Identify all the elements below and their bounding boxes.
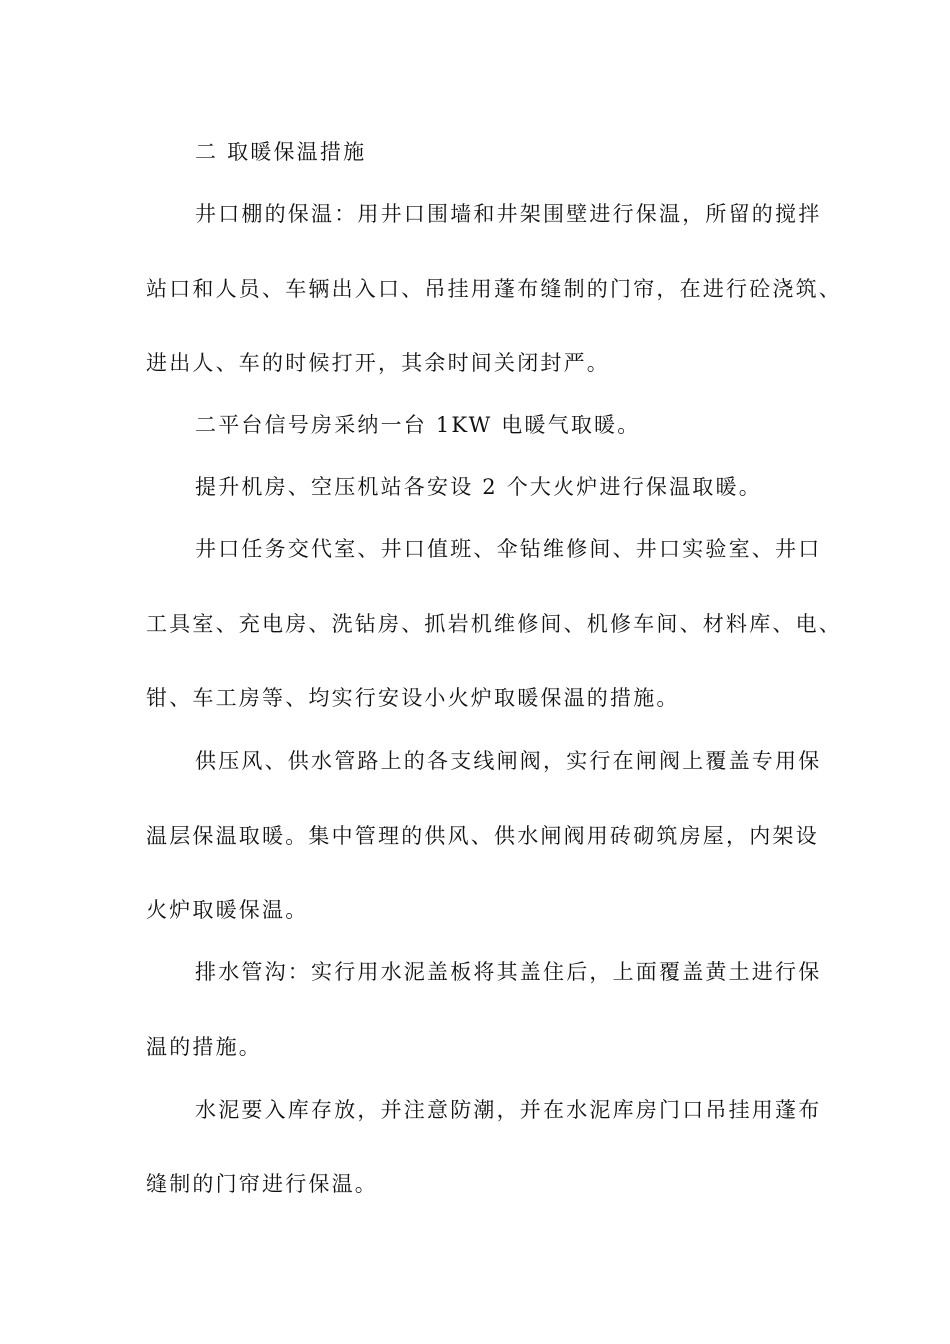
paragraph-line: 提升机房、空压机站各安设 2 个大火炉进行保温取暖。 <box>195 475 762 499</box>
paragraph-line: 站口和人员、车辆出入口、吊挂用蓬布缝制的门帘，在进行砼浇筑、 <box>146 277 842 301</box>
paragraph-line: 温层保温取暖。集中管理的供风、供水闸阀用砖砌筑房屋，内架设 <box>146 824 819 848</box>
section-heading: 二 取暖保温措施 <box>195 140 367 164</box>
paragraph-line: 供压风、供水管路上的各支线闸阀，实行在闸阀上覆盖专用保 <box>195 749 822 773</box>
paragraph-line: 进出人、车的时候打开，其余时间关闭封严。 <box>146 351 610 375</box>
paragraph-line: 排水管沟：实行用水泥盖板将其盖住后，上面覆盖黄土进行保 <box>195 960 822 984</box>
paragraph-line: 温的措施。 <box>146 1035 262 1059</box>
paragraph-line: 二平台信号房采纳一台 1KW 电暖气取暖。 <box>195 413 641 437</box>
paragraph-line: 水泥要入库存放，并注意防潮，并在水泥库房门口吊挂用蓬布 <box>195 1098 822 1122</box>
paragraph-line: 工具室、充电房、洗钻房、抓岩机维修间、机修车间、材料库、电、 <box>146 612 842 636</box>
paragraph-line: 井口棚的保温：用井口围墙和井架围壁进行保温，所留的搅拌 <box>195 202 822 226</box>
paragraph-line: 缝制的门帘进行保温。 <box>146 1172 378 1196</box>
paragraph-line: 井口任务交代室、井口值班、伞钻维修间、井口实验室、井口 <box>195 537 822 561</box>
paragraph-line: 火炉取暖保温。 <box>146 898 309 922</box>
paragraph-line: 钳、车工房等、均实行安设小火炉取暖保温的措施。 <box>146 686 680 710</box>
